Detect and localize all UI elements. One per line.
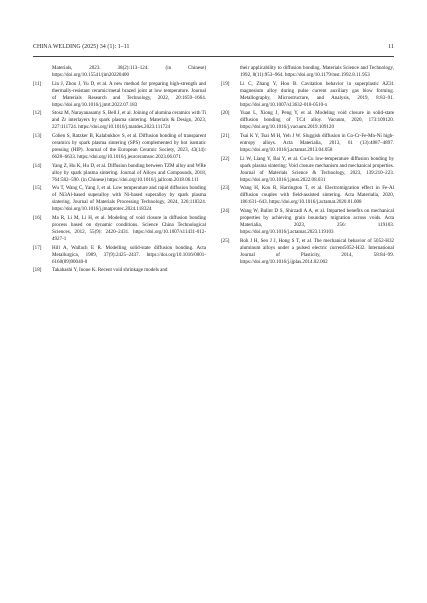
running-header	[33, 44, 394, 54]
reference-text: Lin J, Zhou J, Yu D, et al. A new method for preparing high-strength and thermally-resistant ceramic/metal brazed joint at low temperature. Journal of Materials Research and Technology, 2022, 20:1659–1664. https://doi.org/10.1016/j.jmrt.2022.07.183	[52, 80, 206, 108]
reference-number: [12]	[33, 110, 42, 117]
reference-number: [21]	[221, 132, 230, 139]
reference-item	[33, 267, 206, 274]
reference-text: Yang Z, Hu K, Hu D, et al. Diffusion bonding between TZM alloy and WRe alloy by spark plasma sintering. Journal of Alloys and Compounds, 2018, 764:582–590. (in Chinese) https://doi.org/10.1016/j.jallcom.2018.06.111	[52, 162, 206, 183]
reference-number: [13]	[33, 132, 42, 139]
reference-text: Hill A, Wallach E R. Modelling solid-state diffusion bonding. Acta Metallurgica, 1989, 37(9):2425–2437. https://doi.org/10.1016/0001-6160(89)90040-0	[52, 244, 206, 265]
reference-item	[221, 110, 394, 131]
reference-item	[33, 215, 206, 243]
reference-text: Li W, Liang Y, Bai Y, et al. Cu-Cu low-temperature diffusion bonding by spark plasma sintering: Void closure mechanism and mechanical properties. Journal of Materials Science & Technology, 2023, 139:210–223. https://doi.org/10.1016/j.jmst.2022.08.031	[240, 155, 394, 183]
reference-text: Yuan L, Xiong J, Peng Y, et al. Modeling void closure in solid-state diffusion bonding of TC4 alloy. Vacuum, 2020, 173:109120. https://doi.org/10.1016/j.vacuum.2019.109120	[240, 110, 394, 131]
reference-number: [11]	[33, 80, 42, 87]
reference-number: [23]	[221, 185, 230, 192]
reference-continuation: Materials, 2023. 38(2):113–124. (in Chinese) https://doi.org/10.15541/jim20220400	[52, 65, 206, 79]
reference-number: [24]	[221, 207, 230, 214]
reference-number: [17]	[33, 244, 42, 251]
reference-number: [22]	[221, 155, 230, 162]
reference-number: [19]	[221, 80, 230, 87]
reference-number: [20]	[221, 110, 230, 117]
page-number: 11	[388, 44, 394, 50]
reference-text: Wang H, Kou R, Harrington T, et al. Electromigration effect in Fe-Al diffusion couples with field-assisted sintering. Acta Materialia, 2020, 186:631–643. https://doi.org/10.1016/j.actamat.2020.01.008	[240, 185, 394, 206]
reference-item	[33, 133, 206, 161]
reference-item	[33, 81, 206, 109]
reference-number: [25]	[221, 237, 230, 244]
journal-citation: CHINA WELDING (2025) 34 (1): 1–11	[33, 44, 130, 50]
reference-number: [16]	[33, 214, 42, 221]
reference-text: Takahashi Y, Inoue K. Recent void shrinkage models and	[52, 267, 168, 274]
reference-text: Ma R, Li M, Li H, et al. Modeling of void closure in diffusion bonding process based on dynamic conditions. Science China Technological Sciences, 2012, 55(9): 2420–2431. https://doi.org/10.1007/s11431-012-4927-1	[52, 214, 206, 243]
header-rule	[33, 56, 394, 57]
reference-item	[221, 133, 394, 154]
reference-text: Wu T, Wang C, Yang J, et al. Low temperature and rapid diffusion bonding of Ni3Al-based superalloy with Ni-based superalloy by spark plasma sintering. Journal of Materials Processing Technology, 2024, 326:118324. https://doi.org/10.1016/j.jmatprotec.2024.118324	[52, 185, 206, 213]
reference-item	[33, 110, 206, 131]
reference-text: Cohen S, Ratzker B, Kalabukhov S, et al. Diffusion bonding of transparent ceramics by spark plasma sintering (SPS) complemented by hot isostatic pressing (HIP). Journal of the European Ceramic Society, 2023, 43(14): 6628–6633. https://doi.org/10.1016/j.jeurceramsoc.2023.06.071	[52, 132, 206, 161]
references-left-column	[33, 65, 206, 276]
reference-text: Wang W, Balint D S, Shirzadi A A, et al. Imparted benefits on mechanical properties by achieving grain boundary migration across voids. Acta Materialia, 2023, 256: 119103. https://doi.org/10.1016/j.actamat.2023.119103	[240, 207, 394, 236]
reference-text: Roh J H, Seo J J, Hong S T, et al. The mechanical behavior of 5052-H32 aluminum alloys under a pulsed electric current5052-H32. International Journal of Plasticity, 2014, 58:84–99. https://doi.org/10.1016/j.ijplas.2014.02.002	[240, 237, 394, 265]
reference-item	[221, 156, 394, 184]
reference-number: [14]	[33, 162, 42, 169]
reference-item	[221, 185, 394, 206]
references-right-column	[221, 65, 394, 267]
reference-item	[33, 245, 206, 266]
reference-item	[221, 238, 394, 266]
reference-item	[221, 81, 394, 109]
reference-text: Stosz M, Narayanasamy S, Bell J, et al. Joining of alumina ceramics with Ti and Zr interlayers by spark plasma sintering. Materials & Design, 2023, 227:111724. https://doi.org/10.1016/j.matdes.2023.111724	[52, 110, 206, 131]
reference-item	[221, 208, 394, 236]
reference-number: [18]	[33, 267, 42, 274]
reference-item	[33, 185, 206, 213]
reference-continuation: their applicability to diffusion bonding. Materials Science and Technology, 1992, 8(11):953–964. https://doi.org/10.1179/mst.1992.8.11.953	[240, 65, 394, 79]
reference-item	[33, 163, 206, 184]
reference-text: Li C, Zhang Y, Hou B. Cavitation behavior in superplastic AZ31 magnesium alloy during pulse current auxiliary gas blow forming. Metallography, Microstructure, and Analysis, 2019, 8:83–91. https://doi.org/10.1007/s13632-018-0510-x	[240, 80, 394, 108]
reference-text: Tsai K Y, Tsai M H, Yeh J W. Sluggish diffusion in Co-Cr-Fe-Mn-Ni high-entropy alloys. Acta Materialia, 2013, 61 (13):4887–4897. https://doi.org/10.1016/j.actamat.2013.04.058	[240, 132, 394, 154]
reference-number: [15]	[33, 185, 42, 192]
